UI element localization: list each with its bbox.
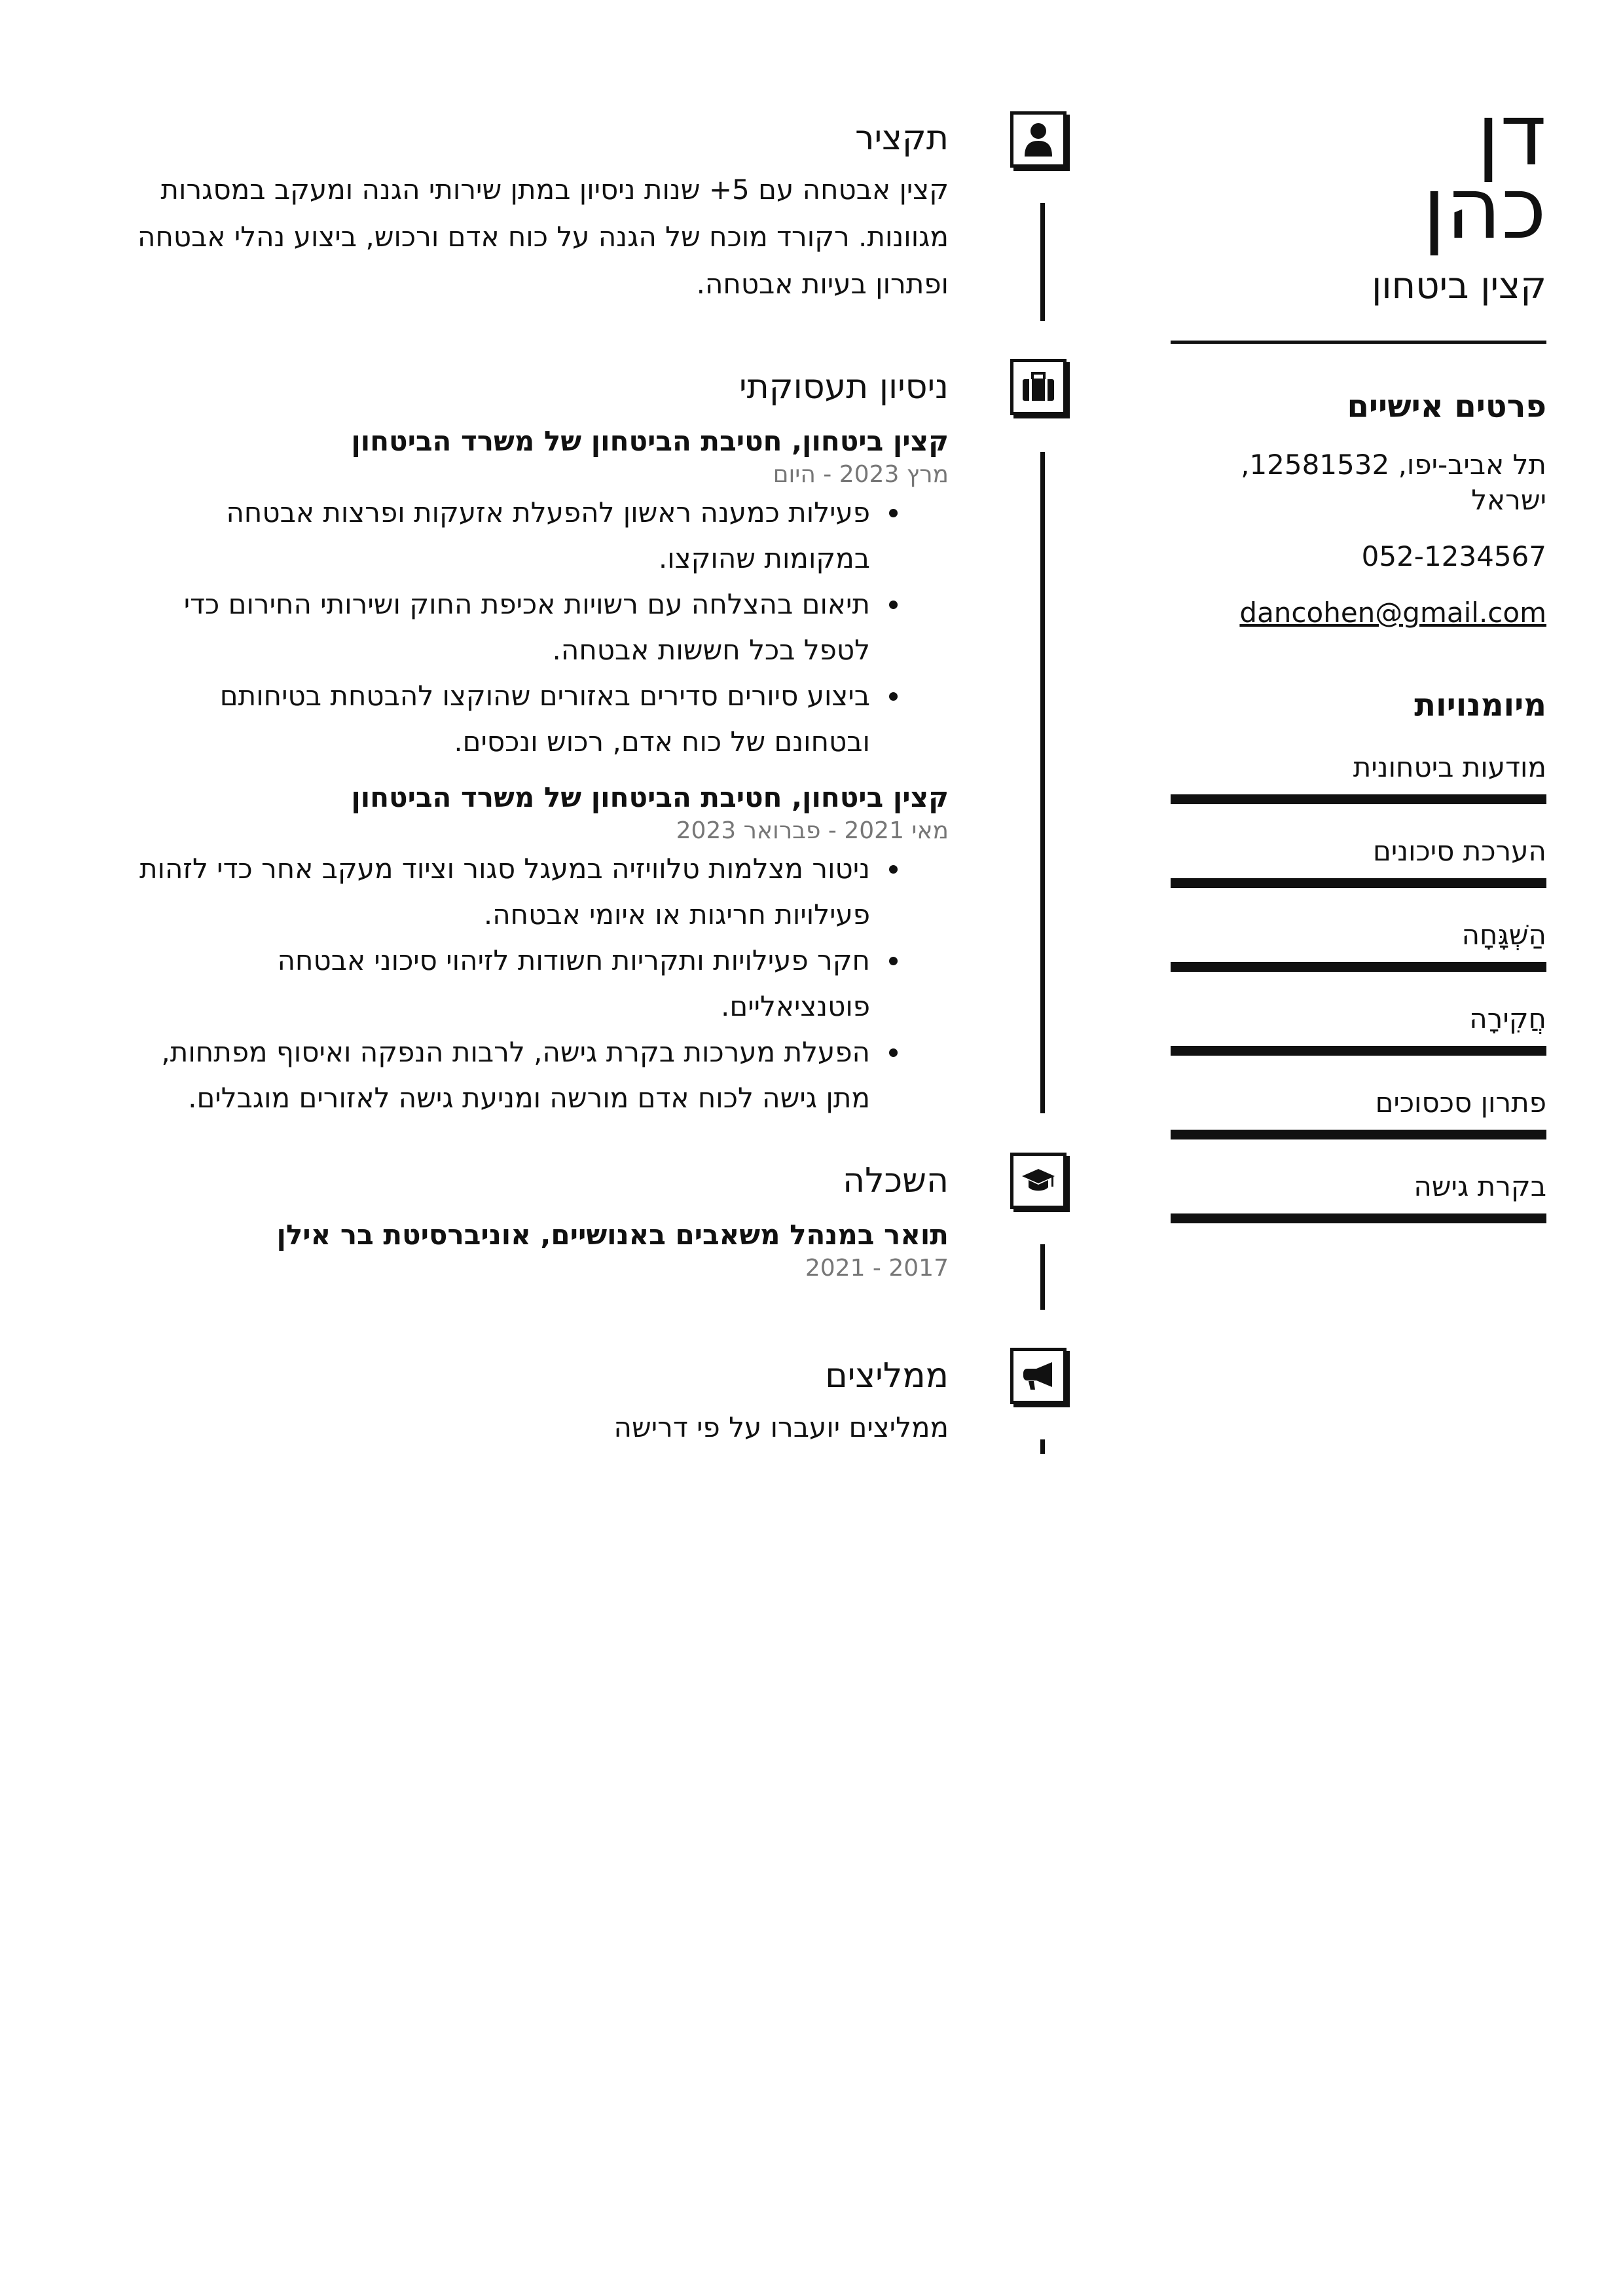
skill-item xyxy=(1171,1169,1546,1223)
job-bullet: הפעלת מערכות בקרת גישה, לרבות הנפקה ואיסוף מפתחות, מתן גישה לכוח אדם מורשה ומניעת גישה לאזורים מוגבלים. xyxy=(130,1029,870,1121)
job-dates: מרץ 2023 - היום xyxy=(773,461,949,488)
full-name xyxy=(1171,85,1546,258)
graduation-cap-icon xyxy=(1010,1153,1067,1209)
skill-item xyxy=(1171,917,1546,972)
timeline-line xyxy=(1040,1244,1045,1310)
job-bullet: ביצוע סיורים סדירים באזורים שהוקצו להבטחת בטיחותם ובטחונם של כוח אדם, רכוש ונכסים. xyxy=(130,673,870,765)
references-section xyxy=(130,1354,949,1451)
job-bullet: תיאום בהצלחה עם רשויות אכיפת החוק ושירותי החירום כדי לטפל בכל חששות אבטחה. xyxy=(130,582,870,673)
megaphone-icon xyxy=(1010,1348,1067,1404)
first-name: דן xyxy=(1476,85,1546,185)
job-bullet: ניטור מצלמות טלוויזיה במעגל סגור וציוד מעקב אחר כדי לזהות פעילויות חריגות או איומי אבטחה. xyxy=(130,846,870,938)
personal-details-heading: פרטים אישיים xyxy=(1347,388,1546,425)
sidebar-divider xyxy=(1171,341,1546,344)
sidebar xyxy=(1171,85,1546,1253)
skill-level-bar xyxy=(1171,794,1546,804)
address: תל אביב-יפו, 12581532, ישראל xyxy=(1241,449,1546,516)
job-title: קצין ביטחון, חטיבת הביטחון של משרד הביטחון xyxy=(351,781,949,813)
job-bullets xyxy=(130,490,949,765)
email-link[interactable]: dancohen@gmail.com xyxy=(1239,597,1546,629)
experience-section xyxy=(130,365,949,1121)
degree: תואר במנהל משאבים באנושיים, אוניברסיטת בר אילן xyxy=(276,1219,949,1251)
skill-level-bar xyxy=(1171,1046,1546,1056)
job-title: קצין ביטחון, חטיבת הביטחון של משרד הביטחון xyxy=(351,425,949,457)
skill-label: הערכת סיכונים xyxy=(1373,835,1546,867)
timeline-line xyxy=(1040,452,1045,1113)
job-dates: מאי 2021 - פברואר 2023 xyxy=(676,817,949,844)
education-entry xyxy=(130,1217,949,1284)
job-bullet: פעילות כמענה ראשון להפעלת אזעקות ופרצות אבטחה במקומות שהוקצו. xyxy=(130,490,870,582)
skill-item xyxy=(1171,750,1546,804)
summary-text: קצין אבטחה עם 5+ שנות ניסיון במתן שירותי הגנה ומעקב במסגרות מגוונות. רקורד מוכח של הגנה על כוח אדם ורכוש, ביצוע נהלי אבטחה ופתרון בעיות אבטחה. xyxy=(137,174,949,300)
skill-item xyxy=(1171,1001,1546,1056)
references-text: ממליצים יועברו על פי דרישה xyxy=(613,1411,949,1443)
skill-item xyxy=(1171,1085,1546,1139)
phone: 052-1234567 xyxy=(1361,540,1546,572)
skill-label: פתרון סכסוכים xyxy=(1375,1086,1546,1119)
skills-heading: מיומנויות xyxy=(1414,687,1546,724)
skill-level-bar xyxy=(1171,1130,1546,1139)
references-heading: ממליצים xyxy=(825,1356,949,1396)
education-heading: השכלה xyxy=(843,1161,949,1200)
skills-list xyxy=(1171,750,1546,1223)
summary-section xyxy=(130,117,949,308)
skill-label: חֲקִירָה xyxy=(1469,1003,1546,1035)
skill-level-bar xyxy=(1171,962,1546,972)
timeline-line xyxy=(1040,1439,1045,1454)
skill-item xyxy=(1171,834,1546,888)
education-dates: 2017 - 2021 xyxy=(805,1255,949,1282)
skill-level-bar xyxy=(1171,1213,1546,1223)
job-bullet: חקר פעילויות ותקריות חשודות לזיהוי סיכוני אבטחה פוטנציאליים. xyxy=(130,938,870,1029)
job-entry xyxy=(130,779,949,1121)
last-name: כהן xyxy=(1422,158,1546,258)
job-title: קצין ביטחון xyxy=(1372,265,1546,307)
skill-label: בקרת גישה xyxy=(1413,1170,1546,1202)
timeline-line xyxy=(1040,203,1045,321)
briefcase-icon xyxy=(1010,359,1067,415)
user-icon xyxy=(1010,111,1067,168)
experience-heading: ניסיון תעסוקתי xyxy=(739,367,949,407)
education-section xyxy=(130,1159,949,1284)
job-bullets xyxy=(130,846,949,1121)
summary-heading: תקציר xyxy=(855,119,949,158)
skill-level-bar xyxy=(1171,878,1546,888)
skill-label: מודעות ביטחונית xyxy=(1353,751,1546,783)
job-entry xyxy=(130,423,949,765)
skill-label: הַשְׁגָּחָה xyxy=(1461,919,1546,951)
